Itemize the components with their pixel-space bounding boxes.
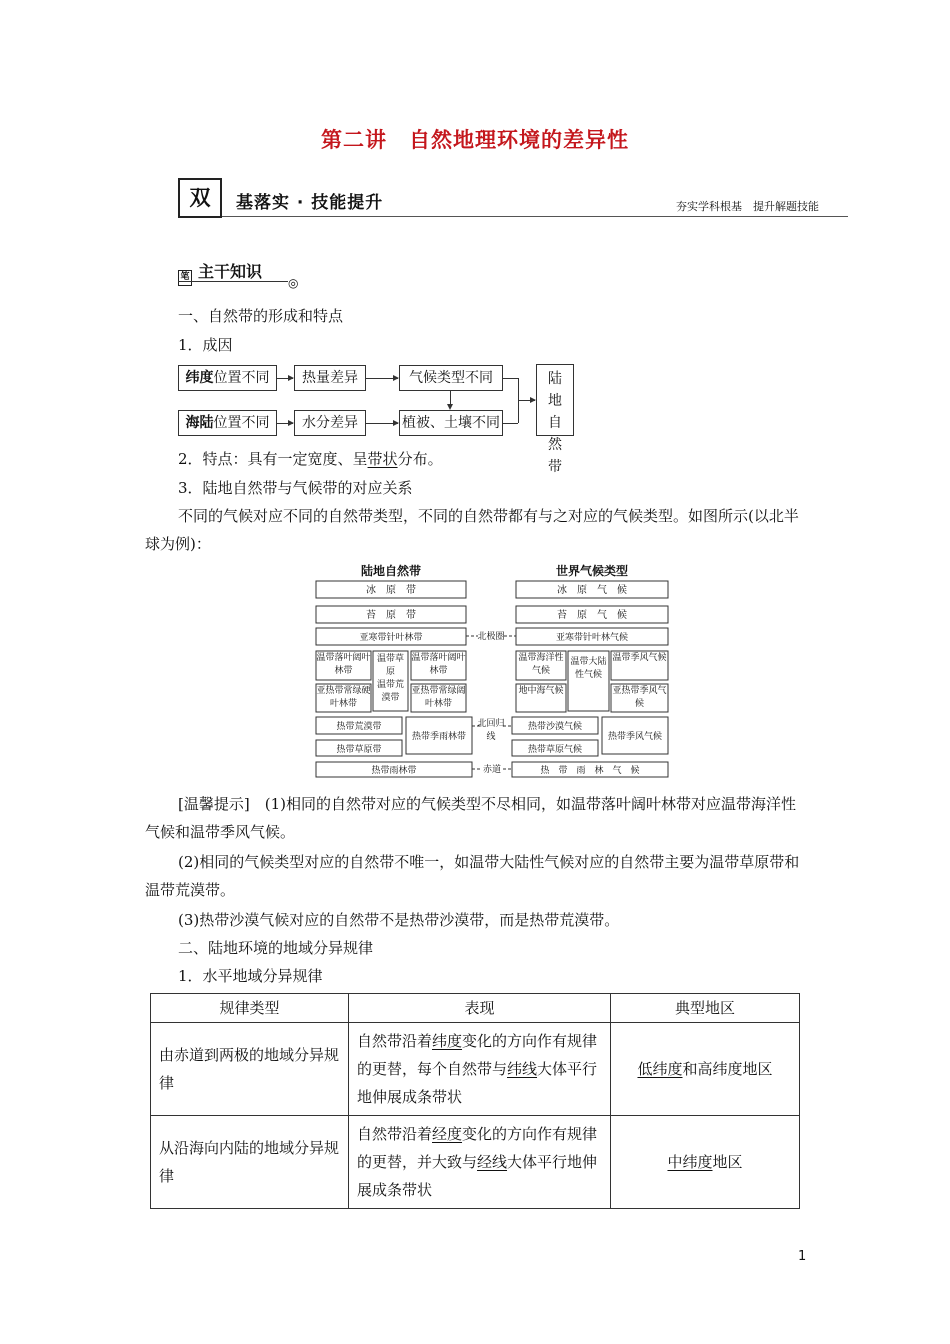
temperate-deciduous-zone-2: 温带落叶阔叶林带 — [411, 653, 466, 676]
rule-expression: 自然带沿着经度变化的方向作有规律的更替，并大致与经线大体平行地伸展成条带状 — [349, 1116, 611, 1209]
taiga-climate: 亚寒带针叶林气候 — [555, 633, 629, 643]
section-underline — [178, 281, 288, 282]
tropical-desert-zone: 热带荒漠带 — [336, 722, 382, 732]
rule-type: 从沿海向内陆的地域分异规律 — [151, 1116, 349, 1209]
ice-climate: 冰 原 气 候 — [557, 585, 627, 596]
temperate-monsoon-climate: 温带季风气候 — [612, 653, 667, 663]
subtropical-evergreen-zone: 亚热带常绿阔叶林带 — [411, 686, 466, 709]
latitude-box: 纬度位置不同 — [178, 365, 277, 391]
table-header: 表现 — [349, 994, 611, 1023]
banner-badge: 双 — [178, 178, 222, 218]
tropical-savanna-climate: 热带草原气候 — [527, 745, 583, 755]
equator-label: 赤道 — [482, 765, 502, 775]
temperate-desert-zone: 温带荒漠带 — [376, 680, 404, 703]
sea-land-box: 海陆位置不同 — [178, 410, 277, 436]
tropical-rainforest-zone: 热带雨林带 — [371, 766, 417, 776]
temperate-deciduous-zone-1: 温带落叶阔叶林带 — [316, 653, 371, 676]
tropical-monsoon-climate: 热带季风气候 — [607, 732, 663, 742]
pen-icon: 笔 — [178, 270, 192, 286]
page-number: 1 — [798, 1249, 807, 1264]
arrow — [277, 423, 293, 424]
ring-icon: ◎ — [288, 276, 299, 290]
correspondence-label: 3．陆地自然带与气候带的对应关系 — [178, 479, 413, 497]
right-title: 世界气候类型 — [555, 564, 629, 578]
rule-expression: 自然带沿着纬度变化的方向作有规律的更替，每个自然带与纬线大体平行地伸展成条带状 — [349, 1023, 611, 1116]
banner-divider — [222, 216, 848, 217]
table-header: 规律类型 — [151, 994, 349, 1023]
ice-zone: 冰 原 带 — [366, 585, 416, 596]
arrow — [518, 400, 535, 401]
tundra-climate: 苔 原 气 候 — [557, 610, 627, 621]
tropical-desert-climate: 热带沙漠气候 — [527, 722, 583, 732]
temperate-grassland-zone: 温带草原 — [376, 654, 404, 677]
water-box: 水分差异 — [294, 410, 366, 436]
tip-2: (2)相同的气候类型对应的自然带不唯一，如温带大陆性气候对应的自然带主要为温带草原带和温带荒漠带。 — [145, 853, 800, 899]
section-heading: 笔 主干知识 — [178, 259, 262, 286]
table-header-row — [151, 994, 800, 1023]
tundra-zone: 苔 原 带 — [366, 610, 416, 621]
correspondence-text: 不同的气候对应不同的自然带类型，不同的自然带都有与之对应的气候类型。如图所示(以北半球为例)： — [145, 507, 799, 553]
tropical-monsoon-forest-zone: 热带季雨林带 — [411, 732, 467, 742]
table-row — [151, 1023, 800, 1116]
arrow — [366, 423, 398, 424]
tropical-rainforest-climate: 热 带 雨 林 气 候 — [540, 766, 640, 776]
heading-differentiation: 二、陆地环境的地域分异规律 — [178, 939, 374, 957]
connector — [503, 378, 518, 379]
banner-title: 基落实 · 技能提升 — [236, 193, 384, 213]
arrow — [277, 378, 293, 379]
differentiation-table — [150, 993, 800, 1209]
tip-3: (3)热带沙漠气候对应的自然带不是热带沙漠带，而是热带荒漠带。 — [178, 911, 620, 929]
heading-natural-zones: 一、自然带的形成和特点 — [178, 307, 344, 325]
result-box: 陆地自然带 — [536, 364, 574, 436]
arrow — [366, 378, 398, 379]
page-title: 第二讲 自然地理环境的差异性 — [321, 128, 629, 152]
maritime-climate: 温带海洋性气候 — [518, 653, 564, 676]
tip-1: [温馨提示] (1)相同的自然带对应的气候类型不尽相同，如温带落叶阔叶林带对应温带海洋性气候和温带季风气候。 — [145, 795, 796, 841]
vegetation-box: 植被、土壤不同 — [399, 410, 503, 436]
table-row — [151, 1116, 800, 1209]
arctic-circle-label: 北极圈 — [477, 632, 505, 642]
rule-type: 由赤道到两极的地域分异规律 — [151, 1023, 349, 1116]
typical-area: 低纬度和高纬度地区 — [611, 1023, 800, 1116]
horizontal-rule-label: 1．水平地域分异规律 — [178, 967, 323, 985]
cause-label: 1．成因 — [178, 336, 233, 354]
typical-area: 中纬度地区 — [611, 1116, 800, 1209]
climate-box: 气候类型不同 — [399, 365, 503, 391]
table-header: 典型地区 — [611, 994, 800, 1023]
subtropical-monsoon-climate: 亚热带季风气候 — [612, 686, 667, 709]
connector — [503, 423, 518, 424]
tropical-savanna-zone: 热带草原带 — [336, 745, 382, 755]
taiga-zone: 亚寒带针叶林带 — [359, 633, 423, 643]
feature-line: 2．特点：具有一定宽度、呈带状分布。 — [178, 450, 443, 468]
heat-box: 热量差异 — [294, 365, 366, 391]
subtropical-sclerophyll-zone: 亚热带常绿硬叶林带 — [316, 686, 371, 709]
banner-slogan: 夯实学科根基 提升解题技能 — [676, 200, 819, 213]
left-title: 陆地自然带 — [360, 564, 422, 578]
tropic-of-cancer-label: 北回归线 — [477, 719, 505, 742]
zone-climate-diagram — [310, 560, 680, 782]
mediterranean-climate: 地中海气候 — [518, 686, 564, 696]
continental-climate: 温带大陆性气候 — [570, 657, 607, 680]
